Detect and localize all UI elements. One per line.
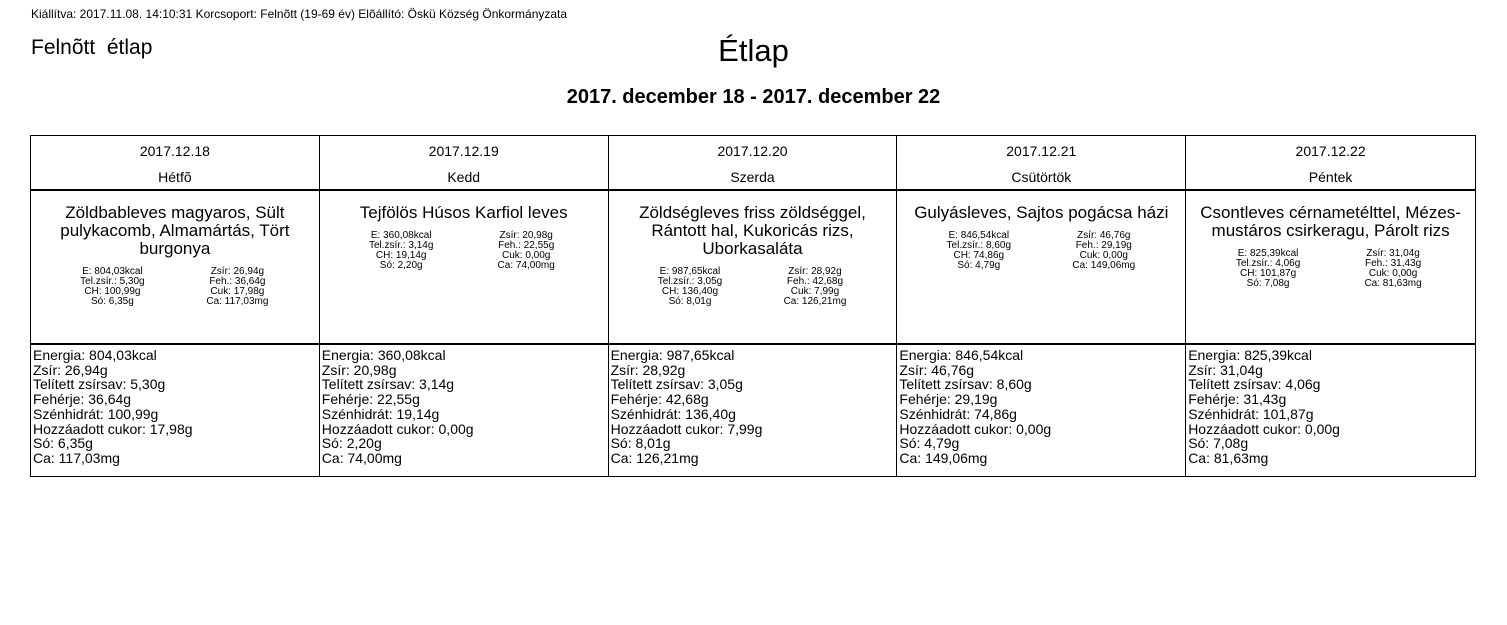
- day-header-friday: [1186, 136, 1475, 191]
- nutrition-fat: Zsír: 46,76g: [899, 361, 975, 378]
- nutrition-cell-thursday: [897, 345, 1186, 476]
- meal-cell-friday: [1186, 191, 1475, 345]
- mini-calcium: Ca: 126,21mg: [783, 296, 847, 307]
- mini-fat: Zsír: 20,98g: [499, 230, 553, 241]
- nutrition-carb: Szénhidrát: 100,99g: [33, 405, 159, 422]
- day-name: Csütörtök: [1011, 169, 1072, 185]
- mini-nutrition-right: [474, 231, 579, 271]
- nutrition-added-sugar: Hozzáadott cukor: 0,00g: [899, 420, 1052, 437]
- nutrition-protein: Fehérje: 29,19g: [899, 391, 998, 408]
- mini-carb: CH: 136,40g: [661, 286, 719, 297]
- mini-carb: CH: 101,87g: [1240, 268, 1297, 279]
- mini-nutrition: [60, 267, 290, 307]
- mini-sugar: Cuk: 0,00g: [1368, 268, 1418, 279]
- mini-nutrition-right: [1051, 231, 1156, 271]
- nutrition-sat-fat: Telített zsírsav: 3,05g: [610, 376, 743, 393]
- day-date: 2017.12.20: [717, 143, 788, 159]
- meal-cell-thursday: [897, 191, 1186, 345]
- mini-sat-fat: Tel.zsír.: 5,30g: [80, 276, 145, 287]
- mini-salt: Só: 7,08g: [1246, 278, 1290, 289]
- mini-protein: Feh.: 42,68g: [786, 276, 844, 287]
- meal-description: Zöldségleves friss zöldséggel, Rántott hal, Kukoricás rizs, Uborkasaláta: [639, 203, 866, 258]
- mini-energy: E: 360,08kcal: [370, 230, 432, 241]
- mini-nutrition-left: [637, 267, 742, 307]
- menu-table: [30, 135, 1476, 477]
- nutrition-calcium: Ca: 74,00mg: [321, 449, 402, 466]
- nutrition-energy: Energia: 987,65kcal: [610, 347, 735, 363]
- nutrition-protein: Fehérje: 22,55g: [321, 391, 420, 408]
- nutrition-cell-tuesday: [320, 345, 609, 476]
- mini-fat: Zsír: 46,76g: [1077, 230, 1131, 241]
- nutrition-sat-fat: Telített zsírsav: 5,30g: [33, 376, 166, 393]
- meal-description: Tejfölös Húsos Karfiol leves: [359, 203, 568, 222]
- nutrition-carb: Szénhidrát: 101,87g: [1188, 405, 1314, 422]
- nutrition-salt: Só: 4,79g: [899, 435, 960, 452]
- meal-description: Csontleves cérnametélttel, Mézes-mustáros csirkeragu, Párolt rizs: [1200, 203, 1461, 240]
- mini-salt: Só: 8,01g: [668, 296, 712, 307]
- nutrition-fat: Zsír: 28,92g: [610, 361, 686, 378]
- nutrition-sat-fat: Telített zsírsav: 8,60g: [899, 376, 1032, 393]
- mini-salt: Só: 4,79g: [957, 260, 1001, 271]
- mini-calcium: Ca: 74,00mg: [497, 260, 555, 271]
- mini-nutrition: [1216, 249, 1446, 289]
- day-date: 2017.12.21: [1006, 143, 1077, 159]
- nutrition-protein: Fehérje: 36,64g: [33, 391, 132, 408]
- mini-sugar: Cuk: 0,00g: [1079, 250, 1128, 261]
- mini-calcium: Ca: 81,63mg: [1364, 278, 1422, 289]
- mini-nutrition-left: [349, 231, 454, 271]
- nutrition-protein: Fehérje: 31,43g: [1188, 391, 1287, 408]
- nutrition-energy: Energia: 360,08kcal: [321, 347, 446, 363]
- mini-protein: Feh.: 22,55g: [498, 240, 555, 251]
- mini-protein: Feh.: 29,19g: [1075, 240, 1132, 251]
- day-header-tuesday: [320, 136, 609, 191]
- nutrition-carb: Szénhidrát: 74,86g: [899, 405, 1017, 422]
- day-header-monday: [31, 136, 320, 191]
- day-date: 2017.12.19: [428, 143, 499, 159]
- mini-protein: Feh.: 31,43g: [1365, 258, 1422, 269]
- nutrition-energy: Energia: 804,03kcal: [33, 347, 157, 363]
- mini-salt: Só: 2,20g: [379, 260, 423, 271]
- nutrition-fat: Zsír: 20,98g: [321, 361, 397, 378]
- mini-fat: Zsír: 28,92g: [788, 266, 842, 277]
- meal-description: Gulyásleves, Sajtos pogácsa házi: [914, 203, 1169, 222]
- mini-carb: CH: 19,14g: [375, 250, 427, 261]
- nutrition-cell-wednesday: [609, 345, 898, 476]
- mini-energy: E: 804,03kcal: [82, 266, 143, 277]
- nutrition-sat-fat: Telített zsírsav: 4,06g: [1188, 376, 1321, 393]
- day-name: Szerda: [730, 169, 775, 185]
- mini-calcium: Ca: 117,03mg: [206, 296, 269, 307]
- mini-nutrition-left: [926, 231, 1031, 271]
- nutrition-salt: Só: 2,20g: [321, 435, 382, 452]
- nutrition-salt: Só: 7,08g: [1188, 435, 1249, 452]
- meal-cell-monday: [31, 191, 320, 345]
- mini-sugar: Cuk: 0,00g: [502, 250, 551, 261]
- nutrition-added-sugar: Hozzáadott cukor: 0,00g: [321, 420, 474, 437]
- day-header-thursday: [897, 136, 1186, 191]
- nutrition-added-sugar: Hozzáadott cukor: 17,98g: [33, 420, 193, 437]
- nutrition-fat: Zsír: 26,94g: [33, 361, 108, 378]
- mini-carb: CH: 74,86g: [953, 250, 1005, 261]
- nutrition-carb: Szénhidrát: 136,40g: [610, 405, 736, 422]
- day-name: Kedd: [447, 169, 481, 185]
- nutrition-calcium: Ca: 126,21mg: [610, 449, 699, 466]
- day-header-wednesday: [609, 136, 898, 191]
- mini-nutrition-right: [185, 267, 290, 307]
- mini-nutrition: [637, 267, 867, 307]
- mini-nutrition: [349, 231, 579, 271]
- mini-sat-fat: Tel.zsír.: 3,14g: [368, 240, 434, 251]
- nutrition-energy: Energia: 825,39kcal: [1188, 347, 1312, 363]
- nutrition-calcium: Ca: 149,06mg: [899, 449, 988, 466]
- nutrition-calcium: Ca: 81,63mg: [1188, 449, 1269, 466]
- day-name: Hétfõ: [158, 169, 192, 185]
- mini-nutrition: [926, 231, 1156, 271]
- meal-description: Zöldbableves magyaros, Sült pulykacomb, Almamártás, Tört burgonya: [60, 203, 290, 258]
- nutrition-cell-monday: [31, 345, 320, 476]
- date-range: 2017. december 18 - 2017. december 22: [566, 86, 941, 108]
- issued-info: Kiállítva: 2017.11.08. 14:10:31 Korcsoport: Felnõtt (19-69 év) Elõállító: Öskü Község Önkormányzata: [31, 7, 568, 21]
- meal-cell-wednesday: [609, 191, 898, 345]
- mini-fat: Zsír: 31,04g: [1366, 248, 1420, 259]
- nutrition-carb: Szénhidrát: 19,14g: [321, 405, 440, 422]
- day-date: 2017.12.22: [1295, 143, 1366, 159]
- day-date: 2017.12.18: [139, 143, 210, 159]
- nutrition-energy: Energia: 846,54kcal: [899, 347, 1024, 363]
- nutrition-fat: Zsír: 31,04g: [1188, 361, 1263, 378]
- mini-energy: E: 987,65kcal: [659, 266, 721, 277]
- nutrition-salt: Só: 8,01g: [610, 435, 671, 452]
- mini-nutrition-left: [1216, 249, 1321, 289]
- mini-calcium: Ca: 149,06mg: [1072, 260, 1136, 271]
- mini-fat: Zsír: 26,94g: [210, 266, 265, 277]
- mini-energy: E: 846,54kcal: [948, 230, 1010, 241]
- mini-carb: CH: 100,99g: [84, 286, 141, 297]
- nutrition-added-sugar: Hozzáadott cukor: 7,99g: [610, 420, 763, 437]
- page-title: Étlap: [718, 33, 789, 68]
- mini-energy: E: 825,39kcal: [1237, 248, 1299, 259]
- meal-cell-tuesday: [320, 191, 609, 345]
- mini-sat-fat: Tel.zsír.: 8,60g: [946, 240, 1012, 251]
- day-name: Péntek: [1308, 169, 1353, 185]
- mini-salt: Só: 6,35g: [90, 296, 134, 307]
- nutrition-salt: Só: 6,35g: [33, 435, 93, 452]
- nutrition-sat-fat: Telített zsírsav: 3,14g: [321, 376, 455, 393]
- nutrition-calcium: Ca: 117,03mg: [33, 449, 120, 466]
- nutrition-added-sugar: Hozzáadott cukor: 0,00g: [1188, 420, 1340, 437]
- mini-sugar: Cuk: 7,99g: [790, 286, 840, 297]
- nutrition-protein: Fehérje: 42,68g: [610, 391, 709, 408]
- mini-nutrition-right: [762, 267, 867, 307]
- mini-protein: Feh.: 36,64g: [209, 276, 266, 287]
- mini-nutrition-left: [60, 267, 165, 307]
- mini-nutrition-right: [1341, 249, 1446, 289]
- mini-sat-fat: Tel.zsír.: 3,05g: [657, 276, 723, 287]
- nutrition-cell-friday: [1186, 345, 1475, 476]
- mini-sugar: Cuk: 17,98g: [210, 286, 265, 297]
- mini-sat-fat: Tel.zsír.: 4,06g: [1235, 258, 1301, 269]
- menu-subtitle: Felnõtt étlap: [31, 36, 153, 59]
